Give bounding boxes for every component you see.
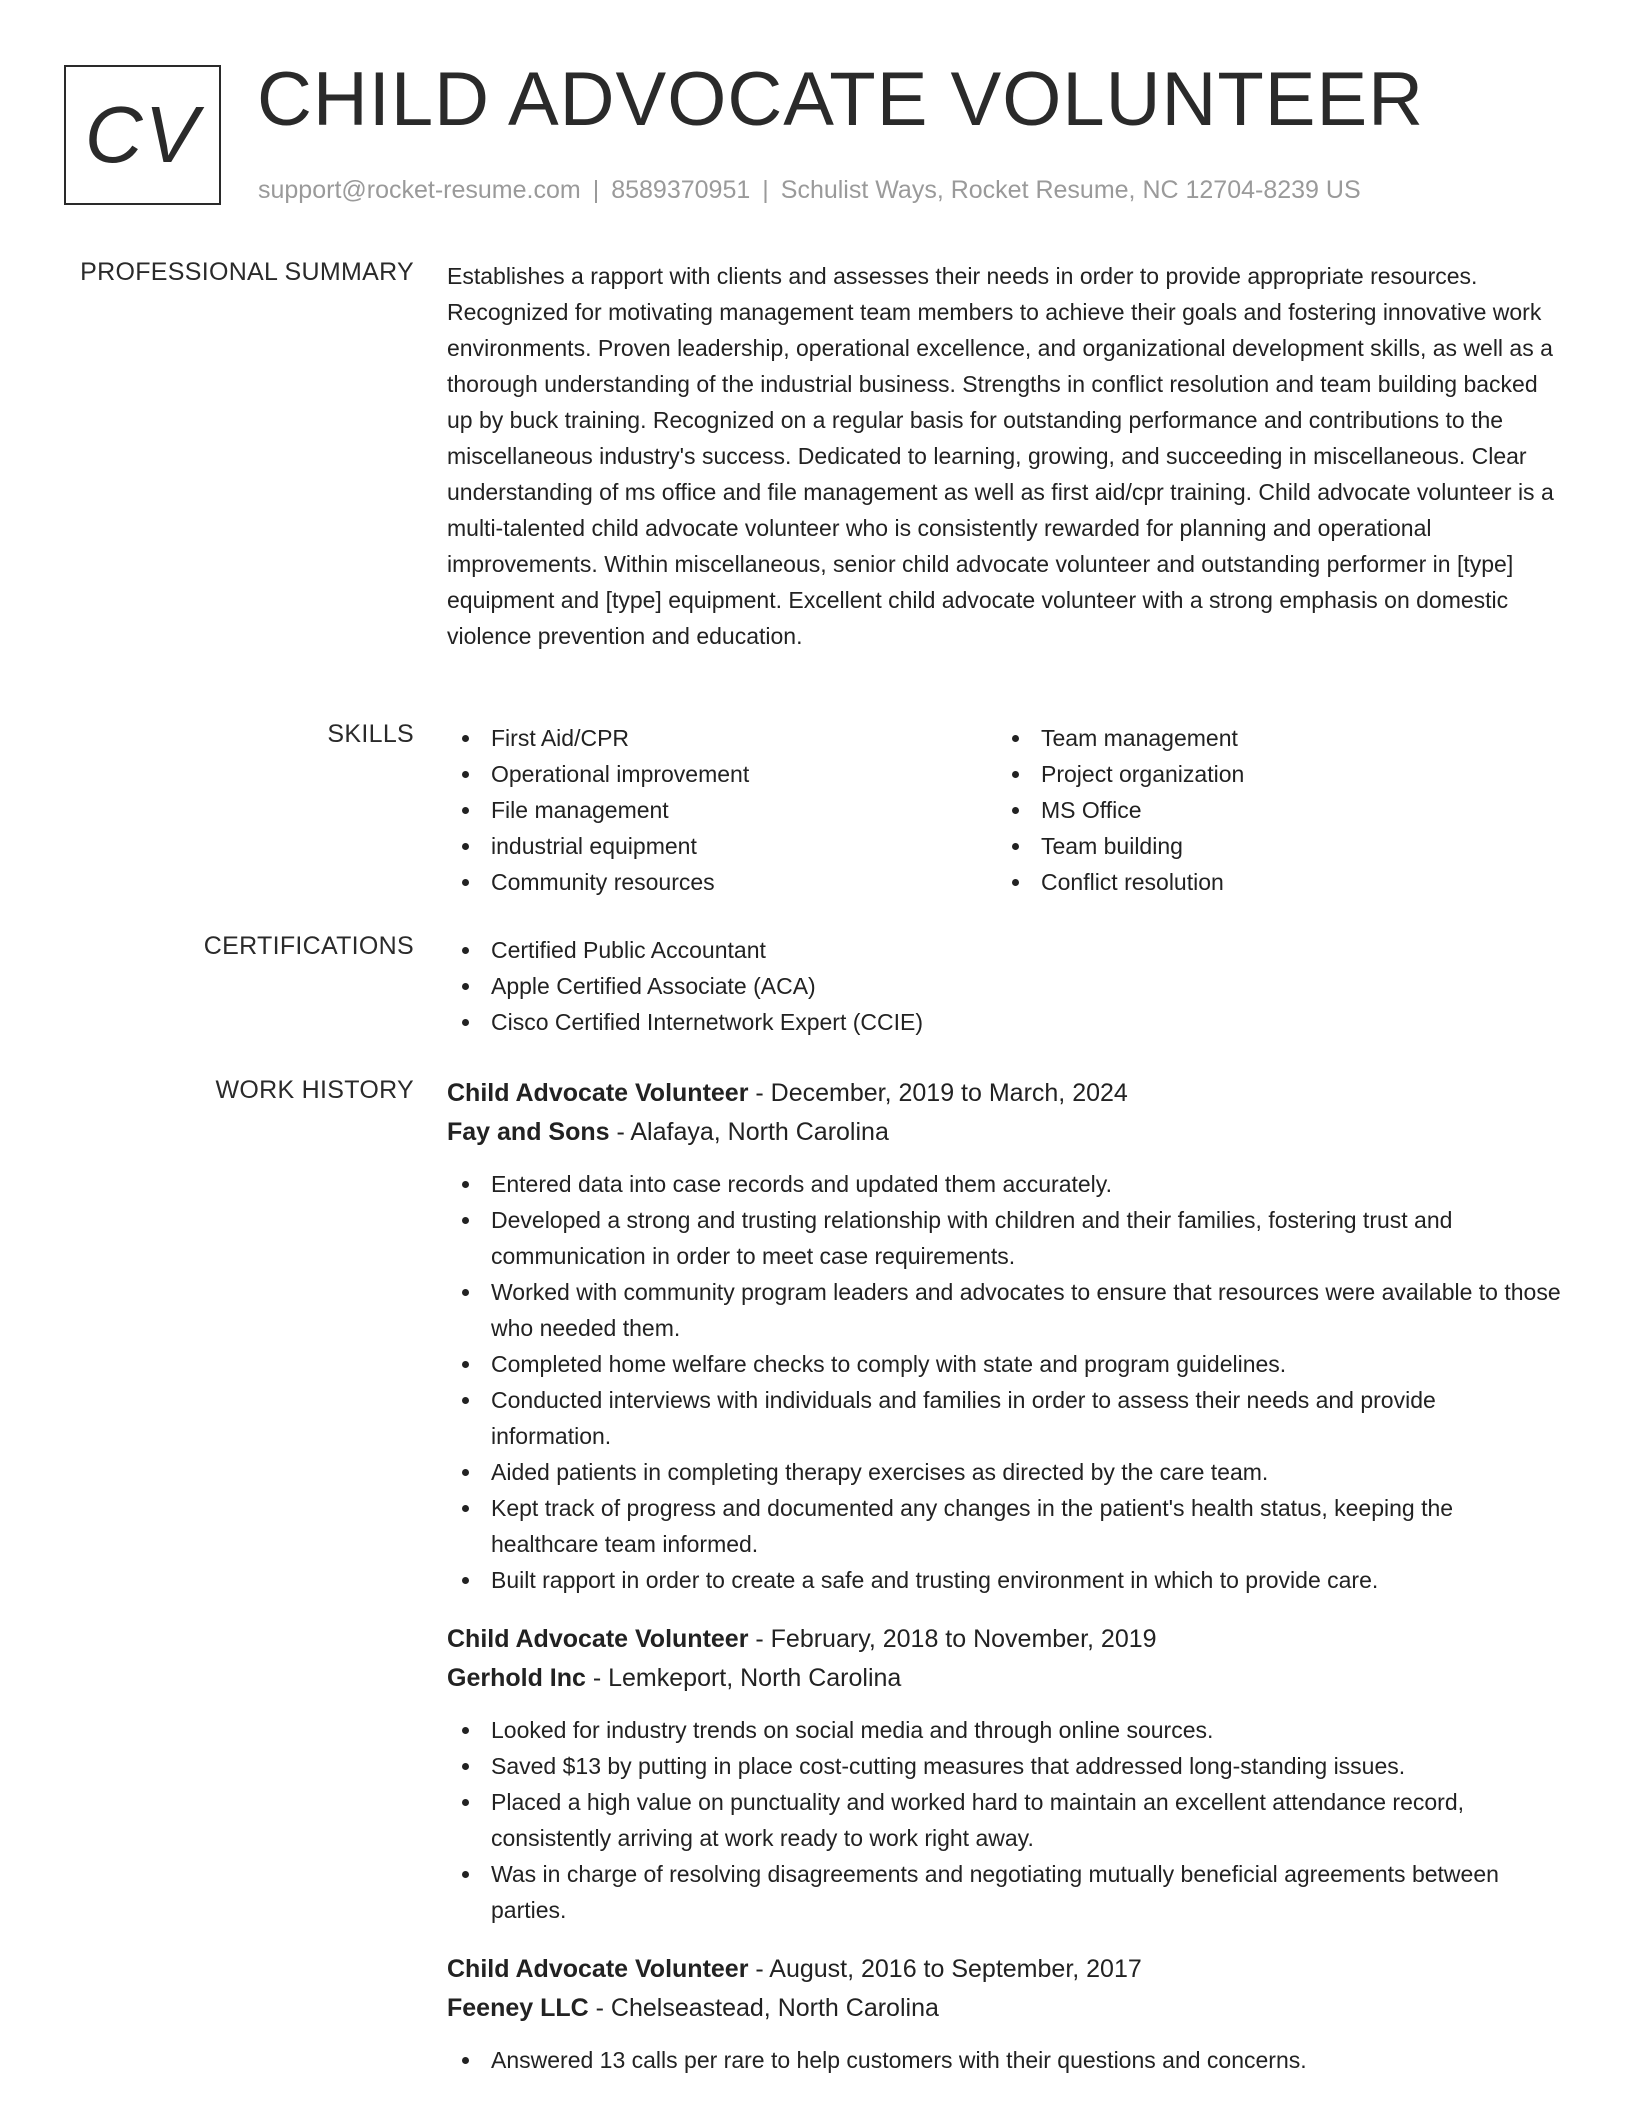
job-duty: Kept track of progress and documented any changes in the patient's health status, keeping the healthcare team informed. [447,1490,1562,1562]
job-title-line [447,1074,1562,1113]
section-label-work-history: WORK HISTORY [215,1076,414,1104]
skills-list-right [997,720,1547,900]
job-location: - Chelseastead, North Carolina [588,1994,939,2022]
job-title-line [447,1620,1562,1659]
job-title: Child Advocate Volunteer [447,1955,749,1983]
job-duty: Entered data into case records and updated them accurately. [447,1166,1562,1202]
cv-logo-text: CV [84,90,201,179]
resume-title: CHILD ADVOCATE VOLUNTEER [257,57,1425,142]
job-duty: Developed a strong and trusting relationship with children and their families, fostering trust and communication in order to meet case requirements. [447,1202,1562,1274]
job-title: Child Advocate Volunteer [447,1625,749,1653]
skill-item: MS Office [997,792,1547,828]
contact-separator: | [592,176,600,204]
summary-text: Establishes a rapport with clients and assesses their needs in order to provide appropriate resources. Recognized for motivating management team members to achieve their goals and fostering innovative work environments. Proven leadership, operational excellence, and organizational development skills, as well as a thorough understanding of the industrial business. Strengths in conflict resolution and team building backed up by buck training. Recognized on a regular basis for outstanding performance and contributions to the miscellaneous industry's success. Dedicated to learning, growing, and succeeding in miscellaneous. Clear understanding of ms office and file management as well as first aid/cpr training. Child advocate volunteer is a multi-talented child advocate volunteer who is consistently rewarded for planning and operational improvements. Within miscellaneous, senior child advocate volunteer and outstanding performer in [type] equipment and [type] equipment. Excellent child advocate volunteer with a strong emphasis on domestic violence prevention and education. [447,263,1554,649]
job-duty: Saved $13 by putting in place cost-cutting measures that addressed long-standing issues. [447,1748,1562,1784]
skill-item: Conflict resolution [997,864,1547,900]
certification-item: Cisco Certified Internetwork Expert (CCIE) [447,1004,1562,1040]
section-label-summary: PROFESSIONAL SUMMARY [80,258,414,286]
job-title: Child Advocate Volunteer [447,1079,749,1107]
contact-phone[interactable]: 8589370951 [611,176,751,204]
job-duty: Built rapport in order to create a safe and trusting environment in which to provide care. [447,1562,1562,1598]
section-label-certifications: CERTIFICATIONS [203,932,414,960]
job-entry [447,1074,1562,1598]
job-duties-list [447,1166,1562,1598]
job-location: - Lemkeport, North Carolina [585,1664,902,1692]
job-title-line [447,1950,1562,1989]
section-label-skills: SKILLS [327,720,414,748]
skill-item: industrial equipment [447,828,997,864]
skill-item: File management [447,792,997,828]
skill-item: Operational improvement [447,756,997,792]
job-company: Gerhold Inc [447,1664,586,1692]
certification-item: Apple Certified Associate (ACA) [447,968,1562,1004]
certification-item: Certified Public Accountant [447,932,1562,968]
summary-body [447,258,1562,654]
job-company: Fay and Sons [447,1118,610,1146]
job-duties-list [447,1712,1562,1928]
contact-line [258,176,1361,205]
cv-logo [64,65,221,205]
work-history-body [447,1074,1562,2100]
job-company: Feeney LLC [447,1994,589,2022]
job-duty: Was in charge of resolving disagreements and negotiating mutually beneficial agreements between parties. [447,1856,1562,1928]
contact-address: Schulist Ways, Rocket Resume, NC 12704-8239 US [780,176,1361,204]
skills-list-left [447,720,997,900]
job-duties-list [447,2042,1562,2078]
job-location: - Alafaya, North Carolina [609,1118,889,1146]
job-dates: - August, 2016 to September, 2017 [748,1955,1142,1983]
job-duty: Answered 13 calls per rare to help customers with their questions and concerns. [447,2042,1562,2078]
job-duty: Aided patients in completing therapy exercises as directed by the care team. [447,1454,1562,1490]
job-company-line [447,1989,1562,2028]
job-duty: Placed a high value on punctuality and worked hard to maintain an excellent attendance record, consistently arriving at work ready to work right away. [447,1784,1562,1856]
job-duty: Worked with community program leaders and advocates to ensure that resources were available to those who needed them. [447,1274,1562,1346]
skill-item: Team management [997,720,1547,756]
skills-body [447,720,1562,900]
skill-item: First Aid/CPR [447,720,997,756]
certifications-list [447,932,1562,1040]
contact-separator: | [762,176,769,204]
job-duty: Completed home welfare checks to comply with state and program guidelines. [447,1346,1562,1382]
skill-item: Team building [997,828,1547,864]
skill-item: Project organization [997,756,1547,792]
job-company-line [447,1113,1562,1152]
job-duty: Looked for industry trends on social media and through online sources. [447,1712,1562,1748]
job-dates: - February, 2018 to November, 2019 [748,1625,1157,1653]
certifications-body [447,932,1562,1040]
contact-email[interactable]: support@rocket-resume.com [258,176,581,204]
skill-item: Community resources [447,864,997,900]
job-company-line [447,1659,1562,1698]
job-duty: Conducted interviews with individuals and families in order to assess their needs and provide information. [447,1382,1562,1454]
job-entry [447,1950,1562,2078]
job-dates: - December, 2019 to March, 2024 [748,1079,1128,1107]
job-entry [447,1620,1562,1928]
